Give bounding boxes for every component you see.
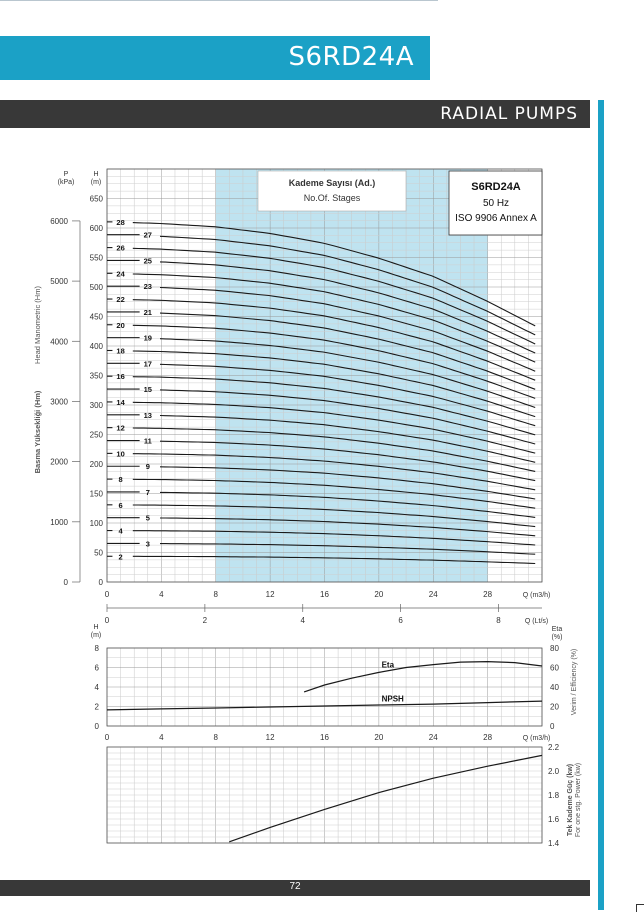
stage-label: 2 — [118, 552, 123, 562]
stage-label: 25 — [143, 256, 152, 266]
stage-label: 22 — [116, 295, 125, 305]
crop-mark — [636, 904, 637, 912]
model-title: S6RD24A — [288, 42, 414, 72]
y-tick-label: 150 — [89, 489, 103, 499]
x-axis-title: Q (m3/h) — [522, 735, 551, 742]
y-tick-label: 300 — [89, 401, 103, 410]
eta-unit-label: Eta — [551, 626, 563, 633]
stage-label: 23 — [143, 282, 152, 292]
q-lts-tick-label: 2 — [202, 616, 208, 625]
x-tick-label: 20 — [374, 733, 384, 742]
p-tick-label: 6000 — [50, 216, 68, 226]
eta-y-tick-label: 80 — [550, 644, 559, 653]
y-tick-label: 50 — [94, 548, 103, 558]
spec-standard: ISO 9906 Annex A — [455, 213, 537, 224]
stages-info-subtitle: No.Of. Stages — [303, 193, 361, 203]
h-axis-unit-label: (m) — [90, 179, 102, 186]
x-tick-label: 0 — [104, 733, 110, 742]
q-lts-tick-label: 8 — [496, 616, 501, 625]
y-tick-label: 350 — [89, 371, 103, 381]
p-tick-label: 0 — [63, 578, 68, 587]
stage-label: 14 — [116, 397, 125, 407]
y-tick-label: 100 — [89, 519, 103, 528]
stage-label: 19 — [143, 333, 152, 343]
stage-label: 3 — [145, 539, 150, 549]
x-tick-label: 28 — [483, 590, 493, 599]
npsh-y-tick-label: 0 — [94, 722, 99, 731]
eta-curve — [304, 662, 542, 692]
npsh-series-label: NPSH — [381, 694, 404, 704]
power-side-label-en: For one stg. Power (kw) — [575, 762, 582, 838]
stage-label: 11 — [143, 436, 152, 446]
stage-label: 6 — [118, 500, 123, 510]
y-tick-label: 450 — [89, 312, 103, 322]
eta-y-tick-label: 20 — [550, 702, 559, 712]
y-tick-label: 0 — [98, 578, 103, 587]
stage-label: 17 — [143, 359, 152, 369]
eta-y-tick-label: 40 — [550, 683, 559, 692]
y-tick-label: 500 — [89, 283, 103, 292]
x-tick-label: 28 — [483, 733, 493, 742]
y-axis-title-en: Head Manometric (Hm) — [33, 286, 42, 364]
p-tick-label: 5000 — [50, 277, 68, 287]
y-tick-label: 550 — [89, 253, 103, 263]
stage-label: 10 — [116, 449, 125, 459]
q-lts-tick-label: 4 — [300, 616, 305, 625]
section-title: RADIAL PUMPS — [440, 104, 578, 124]
eta-y-tick-label: 60 — [550, 663, 559, 673]
npsh-y-tick-label: 8 — [94, 644, 99, 653]
stage-label: 27 — [143, 230, 152, 240]
stage-label: 7 — [145, 487, 150, 497]
eta-unit-label: (%) — [551, 634, 563, 641]
stages-info-title: Kademe Sayısı (Ad.) — [288, 178, 376, 188]
power-y-tick-label: 1.4 — [548, 839, 560, 848]
x-tick-label: 24 — [428, 590, 438, 599]
power-y-tick-label: 1.8 — [548, 791, 560, 800]
x-tick-label: 8 — [213, 590, 218, 599]
power-curve — [229, 755, 542, 841]
stage-label: 21 — [143, 307, 152, 317]
npsh-y-tick-label: 4 — [94, 683, 99, 692]
crop-mark — [636, 904, 644, 905]
x-tick-label: 12 — [265, 733, 275, 742]
stage-label: 8 — [118, 475, 123, 485]
q-lts-axis-title: Q (Lt/s) — [524, 618, 549, 625]
x-tick-label: 16 — [320, 590, 329, 599]
stage-label: 13 — [143, 410, 152, 420]
x-tick-label: 12 — [265, 590, 275, 599]
page-number: 72 — [289, 881, 301, 892]
stage-label: 20 — [116, 320, 125, 330]
eta-y-tick-label: 0 — [550, 722, 555, 731]
y-tick-label: 650 — [89, 194, 103, 204]
stage-label: 12 — [116, 423, 125, 433]
x-tick-label: 0 — [104, 590, 110, 599]
npsh-y-tick-label: 6 — [94, 663, 99, 673]
p-tick-label: 3000 — [50, 397, 68, 407]
stages-info-box — [258, 171, 406, 211]
npsh-y-tick-label: 2 — [94, 702, 99, 712]
efficiency-side-label: Verim / Efficiency (%) — [571, 648, 578, 716]
p-tick-label: 1000 — [50, 517, 68, 527]
q-lts-tick-label: 6 — [398, 616, 403, 625]
x-axis-title: Q (m3/h) — [522, 592, 551, 599]
footer-bar — [0, 880, 590, 896]
y-axis-title-tr: Basma Yüksekliği (Hm) — [33, 390, 42, 474]
spec-model: S6RD24A — [471, 181, 521, 193]
x-tick-label: 4 — [159, 733, 164, 742]
stage-label: 26 — [116, 243, 125, 253]
stage-label: 16 — [116, 372, 125, 382]
p-tick-label: 4000 — [50, 337, 68, 347]
stage-label: 18 — [116, 346, 125, 356]
h-axis-unit-label: H — [93, 171, 99, 178]
x-tick-label: 20 — [374, 590, 384, 599]
p-axis-unit-label: (kPa) — [57, 179, 75, 186]
npsh-unit-label: H — [93, 624, 99, 631]
p-tick-label: 2000 — [50, 457, 68, 467]
power-y-tick-label: 2.2 — [548, 743, 560, 752]
power-y-tick-label: 1.6 — [548, 815, 560, 824]
y-tick-label: 600 — [89, 224, 103, 233]
p-axis-unit-label: P — [63, 171, 69, 178]
stage-label: 24 — [116, 269, 125, 279]
spec-frequency: 50 Hz — [482, 198, 510, 209]
y-tick-label: 400 — [89, 342, 103, 351]
stage-label: 15 — [143, 385, 152, 395]
stage-label: 4 — [118, 526, 123, 536]
power-side-label-tr: Tek Kademe Güç (kw) — [567, 763, 574, 837]
x-tick-label: 24 — [428, 733, 438, 742]
q-lts-tick-label: 0 — [104, 616, 110, 625]
y-tick-label: 250 — [89, 430, 103, 440]
stage-label: 28 — [116, 217, 125, 227]
eta-series-label: Eta — [381, 660, 395, 670]
x-tick-label: 4 — [159, 590, 164, 599]
x-tick-label: 8 — [213, 733, 218, 742]
stage-label: 9 — [145, 462, 150, 472]
y-tick-label: 200 — [89, 460, 103, 469]
stage-label: 5 — [145, 513, 150, 523]
npsh-unit-label: (m) — [90, 632, 102, 639]
x-tick-label: 16 — [320, 733, 329, 742]
power-y-tick-label: 2.0 — [548, 767, 560, 776]
